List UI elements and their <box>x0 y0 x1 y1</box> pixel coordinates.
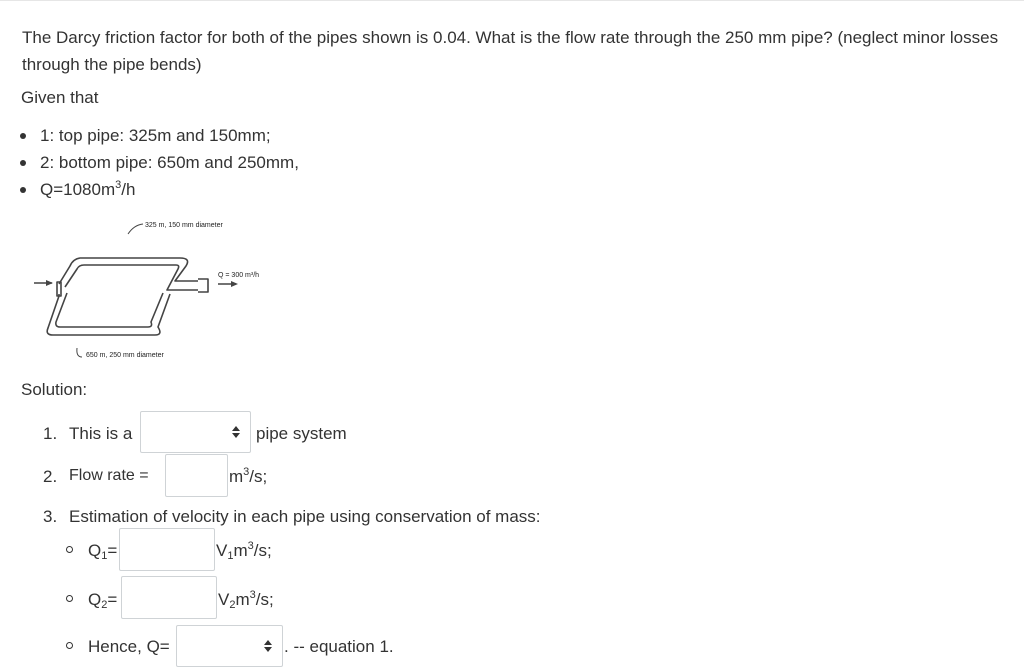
step-2-text: Flow rate = <box>69 467 149 484</box>
sub-bullet-icon <box>66 642 73 649</box>
pipe-loop-inner-bottom <box>56 293 163 327</box>
q1-input[interactable] <box>119 528 215 571</box>
bullet-icon <box>20 133 26 139</box>
outlet-pipe <box>198 279 208 292</box>
top-divider <box>0 0 1024 1</box>
given-item-top-pipe: 1: top pipe: 325m and 150mm; <box>40 126 271 145</box>
select-arrows-icon <box>264 639 272 653</box>
q2-input[interactable] <box>121 576 217 619</box>
question-text: The Darcy friction factor for both of the pipes shown is 0.04. What is the flow rate through the 250 mm pipe? (neglect minor losses through the pipe bends) <box>22 28 999 74</box>
given-item-flow: $Q=1080m^3/h$ <box>40 179 136 199</box>
sub-bullet-icon <box>66 595 73 602</box>
step-1-number: 1. <box>43 424 58 443</box>
equation-1-text: . -- equation 1. <box>284 637 394 656</box>
q1-unit: $V_1m^3/s$; <box>216 540 272 562</box>
pipe-diagram <box>30 214 280 364</box>
sub-bullet-icon <box>66 546 73 553</box>
bullet-icon <box>20 187 26 193</box>
q2-label: $Q_2=$ <box>88 590 118 611</box>
list-item <box>20 176 299 203</box>
step-3-number: 3. <box>43 507 58 526</box>
step-2-number: 2. <box>43 467 58 486</box>
given-item-bottom-pipe: 2: bottom pipe: 650m and 250mm, <box>40 153 299 172</box>
step-3-text: Estimation of velocity in each pipe using conservation of mass: <box>69 507 541 526</box>
q2-unit: $V_2m^3/s$; <box>218 589 274 611</box>
inlet-pipe <box>57 282 61 296</box>
given-heading: Given that <box>21 88 99 107</box>
pipe-loop-outer-bottom <box>47 294 170 335</box>
pipe-system-select[interactable] <box>140 411 251 453</box>
select-arrows-icon <box>232 425 240 439</box>
flow-rate-input[interactable] <box>165 454 228 497</box>
q1-label: $Q_1=$ <box>88 541 118 562</box>
step-1-suffix: pipe system <box>256 424 347 443</box>
list-item <box>20 149 299 176</box>
bottom-pipe-label: 650 m, 250 mm diameter <box>86 352 164 359</box>
hence-label: Hence, Q= <box>88 637 170 656</box>
flow-label: Q = 300 m³/h <box>218 272 260 279</box>
given-list <box>20 122 299 203</box>
bullet-icon <box>20 160 26 166</box>
top-pipe-label: 325 m, 150 mm diameter <box>145 222 223 229</box>
hence-q-select[interactable] <box>176 625 283 667</box>
solution-heading: Solution: <box>21 380 88 399</box>
flow-rate-unit: $m^3/s$; <box>229 466 268 486</box>
step-1-text: This is a <box>69 424 133 443</box>
list-item <box>20 122 299 149</box>
